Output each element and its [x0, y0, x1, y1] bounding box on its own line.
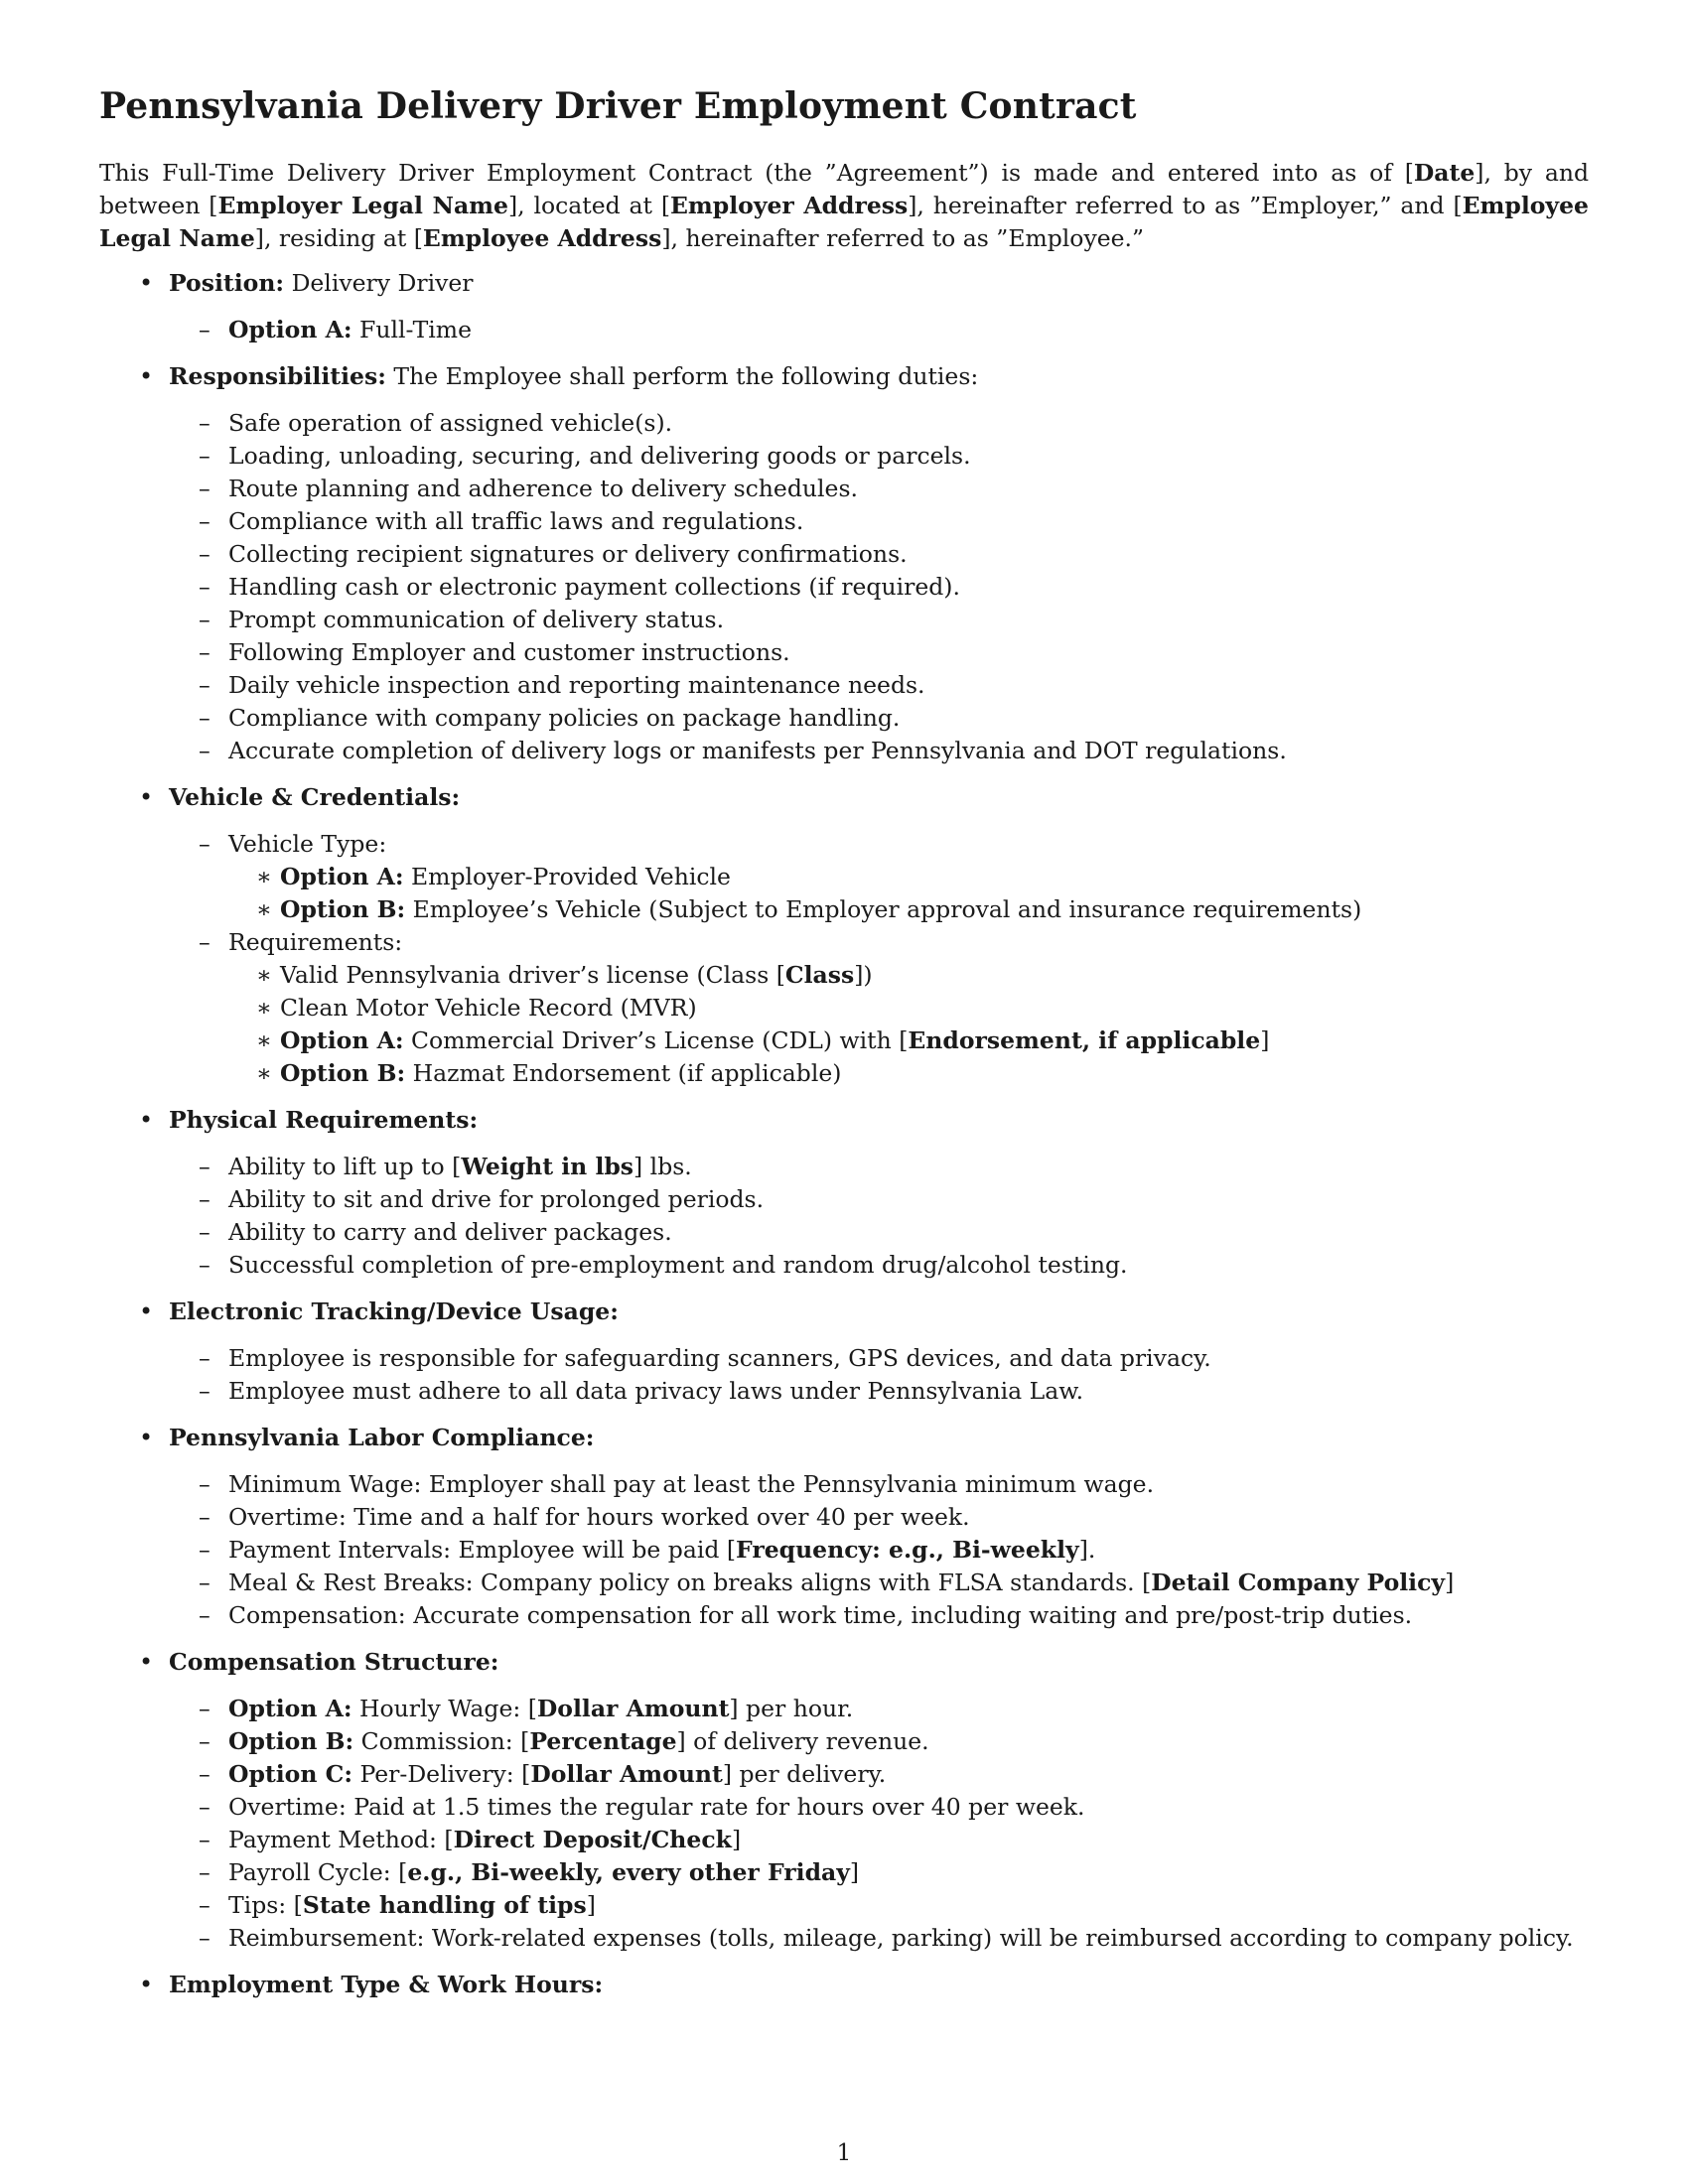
- list-item: – Employee is responsible for safeguarding scanners, GPS devices, and data privacy.: [169, 1342, 1589, 1375]
- document-title: Pennsylvania Delivery Driver Employment Contract: [99, 85, 1137, 127]
- date-placeholder: Date: [1413, 159, 1476, 187]
- frequency-placeholder: Frequency: e.g., Bi-weekly: [736, 1536, 1079, 1564]
- section-physical-requirements: [99, 1104, 1589, 1282]
- item-text: Meal & Rest Breaks: Company policy on breaks aligns with FLSA standards. [: [228, 1569, 1152, 1596]
- list-item: – Ability to sit and drive for prolonged periods.: [169, 1183, 1589, 1216]
- list-item: [169, 1856, 1589, 1889]
- list-item: – Successful completion of pre-employment and random drug/alcohol testing.: [169, 1249, 1589, 1282]
- list-item: ∗ Clean Motor Vehicle Record (MVR): [228, 992, 1589, 1024]
- option-text: Employee’s Vehicle (Subject to Employer approval and insurance requirements): [405, 895, 1362, 923]
- list-item: – Compliance with company policies on package handling.: [169, 702, 1589, 735]
- item-text: ] per delivery.: [722, 1760, 887, 1788]
- list-item: [169, 1758, 1589, 1791]
- option-label: Option B:: [280, 1059, 406, 1087]
- list-item: – Collecting recipient signatures or delivery confirmations.: [169, 538, 1589, 571]
- class-placeholder: Class: [784, 961, 855, 989]
- list-item: – Employee must adhere to all data privacy laws under Pennsylvania Law.: [169, 1375, 1589, 1408]
- contract-sections: [99, 267, 1589, 2001]
- list-item: – Accurate completion of delivery logs or manifests per Pennsylvania and DOT regulations.: [169, 735, 1589, 767]
- list-item: – Compliance with all traffic laws and regulations.: [169, 505, 1589, 538]
- list-item: [169, 828, 1589, 926]
- item-text: Valid Pennsylvania driver’s license (Class [: [280, 961, 785, 989]
- section-label: Pennsylvania Labor Compliance:: [169, 1424, 595, 1451]
- list-item: [228, 1057, 1589, 1090]
- item-text: Ability to lift up to [: [228, 1153, 462, 1180]
- item-text: Payroll Cycle: [: [228, 1858, 408, 1886]
- endorsement-placeholder: Endorsement, if applicable: [908, 1026, 1261, 1054]
- section-text: The Employee shall perform the following duties:: [385, 362, 979, 390]
- list-item: [169, 1725, 1589, 1758]
- list-item: – Safe operation of assigned vehicle(s).: [169, 407, 1589, 440]
- employer-address-placeholder: Employer Address: [670, 192, 909, 219]
- list-item: [228, 893, 1589, 926]
- item-text: ]): [854, 961, 873, 989]
- list-item: [228, 959, 1589, 992]
- section-responsibilities: [99, 360, 1589, 767]
- section-vehicle-credentials: [99, 781, 1589, 1090]
- section-label: Responsibilities:: [169, 362, 386, 390]
- list-item: – Route planning and adherence to delivery schedules.: [169, 473, 1589, 505]
- intro-text: ], residing at [: [254, 224, 423, 252]
- section-label: Position:: [169, 269, 285, 297]
- option-label: Option C:: [228, 1760, 353, 1788]
- list-item: – Following Employer and customer instructions.: [169, 636, 1589, 669]
- section-employment-type: [99, 1969, 1589, 2001]
- item-text: Hazmat Endorsement (if applicable): [405, 1059, 842, 1087]
- policy-placeholder: Detail Company Policy: [1151, 1569, 1446, 1596]
- intro-text: ], hereinafter referred to as ”Employee.”: [661, 224, 1145, 252]
- section-electronic-tracking: [99, 1296, 1589, 1408]
- list-item: [228, 1024, 1589, 1057]
- list-item: – Overtime: Paid at 1.5 times the regular rate for hours over 40 per week.: [169, 1791, 1589, 1824]
- option-label: Option B:: [280, 895, 406, 923]
- section-labor-compliance: [99, 1422, 1589, 1632]
- item-text: Hourly Wage: [: [352, 1695, 537, 1722]
- intro-text: ], by and between [: [99, 159, 1590, 219]
- intro-paragraph: [99, 157, 1589, 255]
- item-text: Commission: [: [353, 1727, 530, 1755]
- item-text: ] per hour.: [729, 1695, 854, 1722]
- list-item: [169, 1151, 1589, 1183]
- requirements-label: Requirements:: [228, 928, 403, 956]
- section-position: [99, 267, 1589, 346]
- page-number: 1: [836, 2140, 852, 2166]
- section-label: Employment Type & Work Hours:: [169, 1971, 604, 1998]
- vehicle-type-label: Vehicle Type:: [228, 830, 387, 858]
- option-label: Option B:: [228, 1727, 354, 1755]
- list-item: [169, 1534, 1589, 1567]
- item-text: Payment Intervals: Employee will be paid [: [228, 1536, 737, 1564]
- commission-placeholder: Percentage: [529, 1727, 677, 1755]
- list-item: [169, 926, 1589, 1090]
- list-item: [169, 1693, 1589, 1725]
- item-text: ] lbs.: [633, 1153, 692, 1180]
- option-label: Option A:: [280, 1026, 404, 1054]
- item-text: ].: [1078, 1536, 1096, 1564]
- item-text: ]: [849, 1858, 860, 1886]
- item-text: ] of delivery revenue.: [676, 1727, 929, 1755]
- payment-method-placeholder: Direct Deposit/Check: [453, 1826, 732, 1853]
- list-item: – Reimbursement: Work-related expenses (tolls, mileage, parking) will be reimbursed according to company policy.: [169, 1922, 1589, 1955]
- weight-placeholder: Weight in lbs: [461, 1153, 634, 1180]
- list-item: [169, 314, 1589, 346]
- per-delivery-placeholder: Dollar Amount: [530, 1760, 723, 1788]
- item-text: Tips: [: [228, 1891, 303, 1919]
- section-label: Electronic Tracking/Device Usage:: [169, 1297, 619, 1325]
- item-text: ]: [731, 1826, 742, 1853]
- list-item: – Daily vehicle inspection and reporting maintenance needs.: [169, 669, 1589, 702]
- option-label: Option A:: [228, 316, 352, 343]
- option-label: Option A:: [280, 863, 404, 890]
- list-item: – Overtime: Time and a half for hours worked over 40 per week.: [169, 1501, 1589, 1534]
- option-text: Full-Time: [352, 316, 472, 343]
- list-item: – Handling cash or electronic payment collections (if required).: [169, 571, 1589, 604]
- payroll-cycle-placeholder: e.g., Bi-weekly, every other Friday: [407, 1858, 850, 1886]
- item-text: Commercial Driver’s License (CDL) with [: [403, 1026, 909, 1054]
- list-item: [169, 1889, 1589, 1922]
- list-item: [169, 1824, 1589, 1856]
- item-text: Payment Method: [: [228, 1826, 454, 1853]
- section-text: Delivery Driver: [284, 269, 474, 297]
- option-text: Employer-Provided Vehicle: [403, 863, 731, 890]
- intro-text: This Full-Time Delivery Driver Employment Contract (the ”Agreement”) is made and entered into as of [: [99, 159, 1414, 187]
- employee-name-placeholder: Employee Legal Name: [99, 192, 1589, 252]
- list-item: – Prompt communication of delivery status.: [169, 604, 1589, 636]
- hourly-wage-placeholder: Dollar Amount: [536, 1695, 730, 1722]
- list-item: – Compensation: Accurate compensation for all work time, including waiting and pre/post-trip duties.: [169, 1599, 1589, 1632]
- item-text: Per-Delivery: [: [352, 1760, 531, 1788]
- employer-name-placeholder: Employer Legal Name: [217, 192, 508, 219]
- section-label: Compensation Structure:: [169, 1648, 499, 1676]
- section-label: Vehicle & Credentials:: [169, 783, 461, 811]
- option-label: Option A:: [228, 1695, 352, 1722]
- employee-address-placeholder: Employee Address: [422, 224, 662, 252]
- item-text: ]: [1445, 1569, 1455, 1596]
- section-label: Physical Requirements:: [169, 1106, 479, 1134]
- list-item: – Loading, unloading, securing, and delivering goods or parcels.: [169, 440, 1589, 473]
- document-page: [99, 85, 1589, 2015]
- tips-placeholder: State handling of tips: [302, 1891, 587, 1919]
- section-compensation-structure: [99, 1646, 1589, 1955]
- item-text: ]: [586, 1891, 596, 1919]
- list-item: [228, 861, 1589, 893]
- intro-text: ], hereinafter referred to as ”Employer,” and [: [908, 192, 1463, 219]
- item-text: ]: [1260, 1026, 1270, 1054]
- list-item: – Minimum Wage: Employer shall pay at least the Pennsylvania minimum wage.: [169, 1468, 1589, 1501]
- list-item: – Ability to carry and deliver packages.: [169, 1216, 1589, 1249]
- intro-text: ], located at [: [507, 192, 671, 219]
- list-item: [169, 1567, 1589, 1599]
